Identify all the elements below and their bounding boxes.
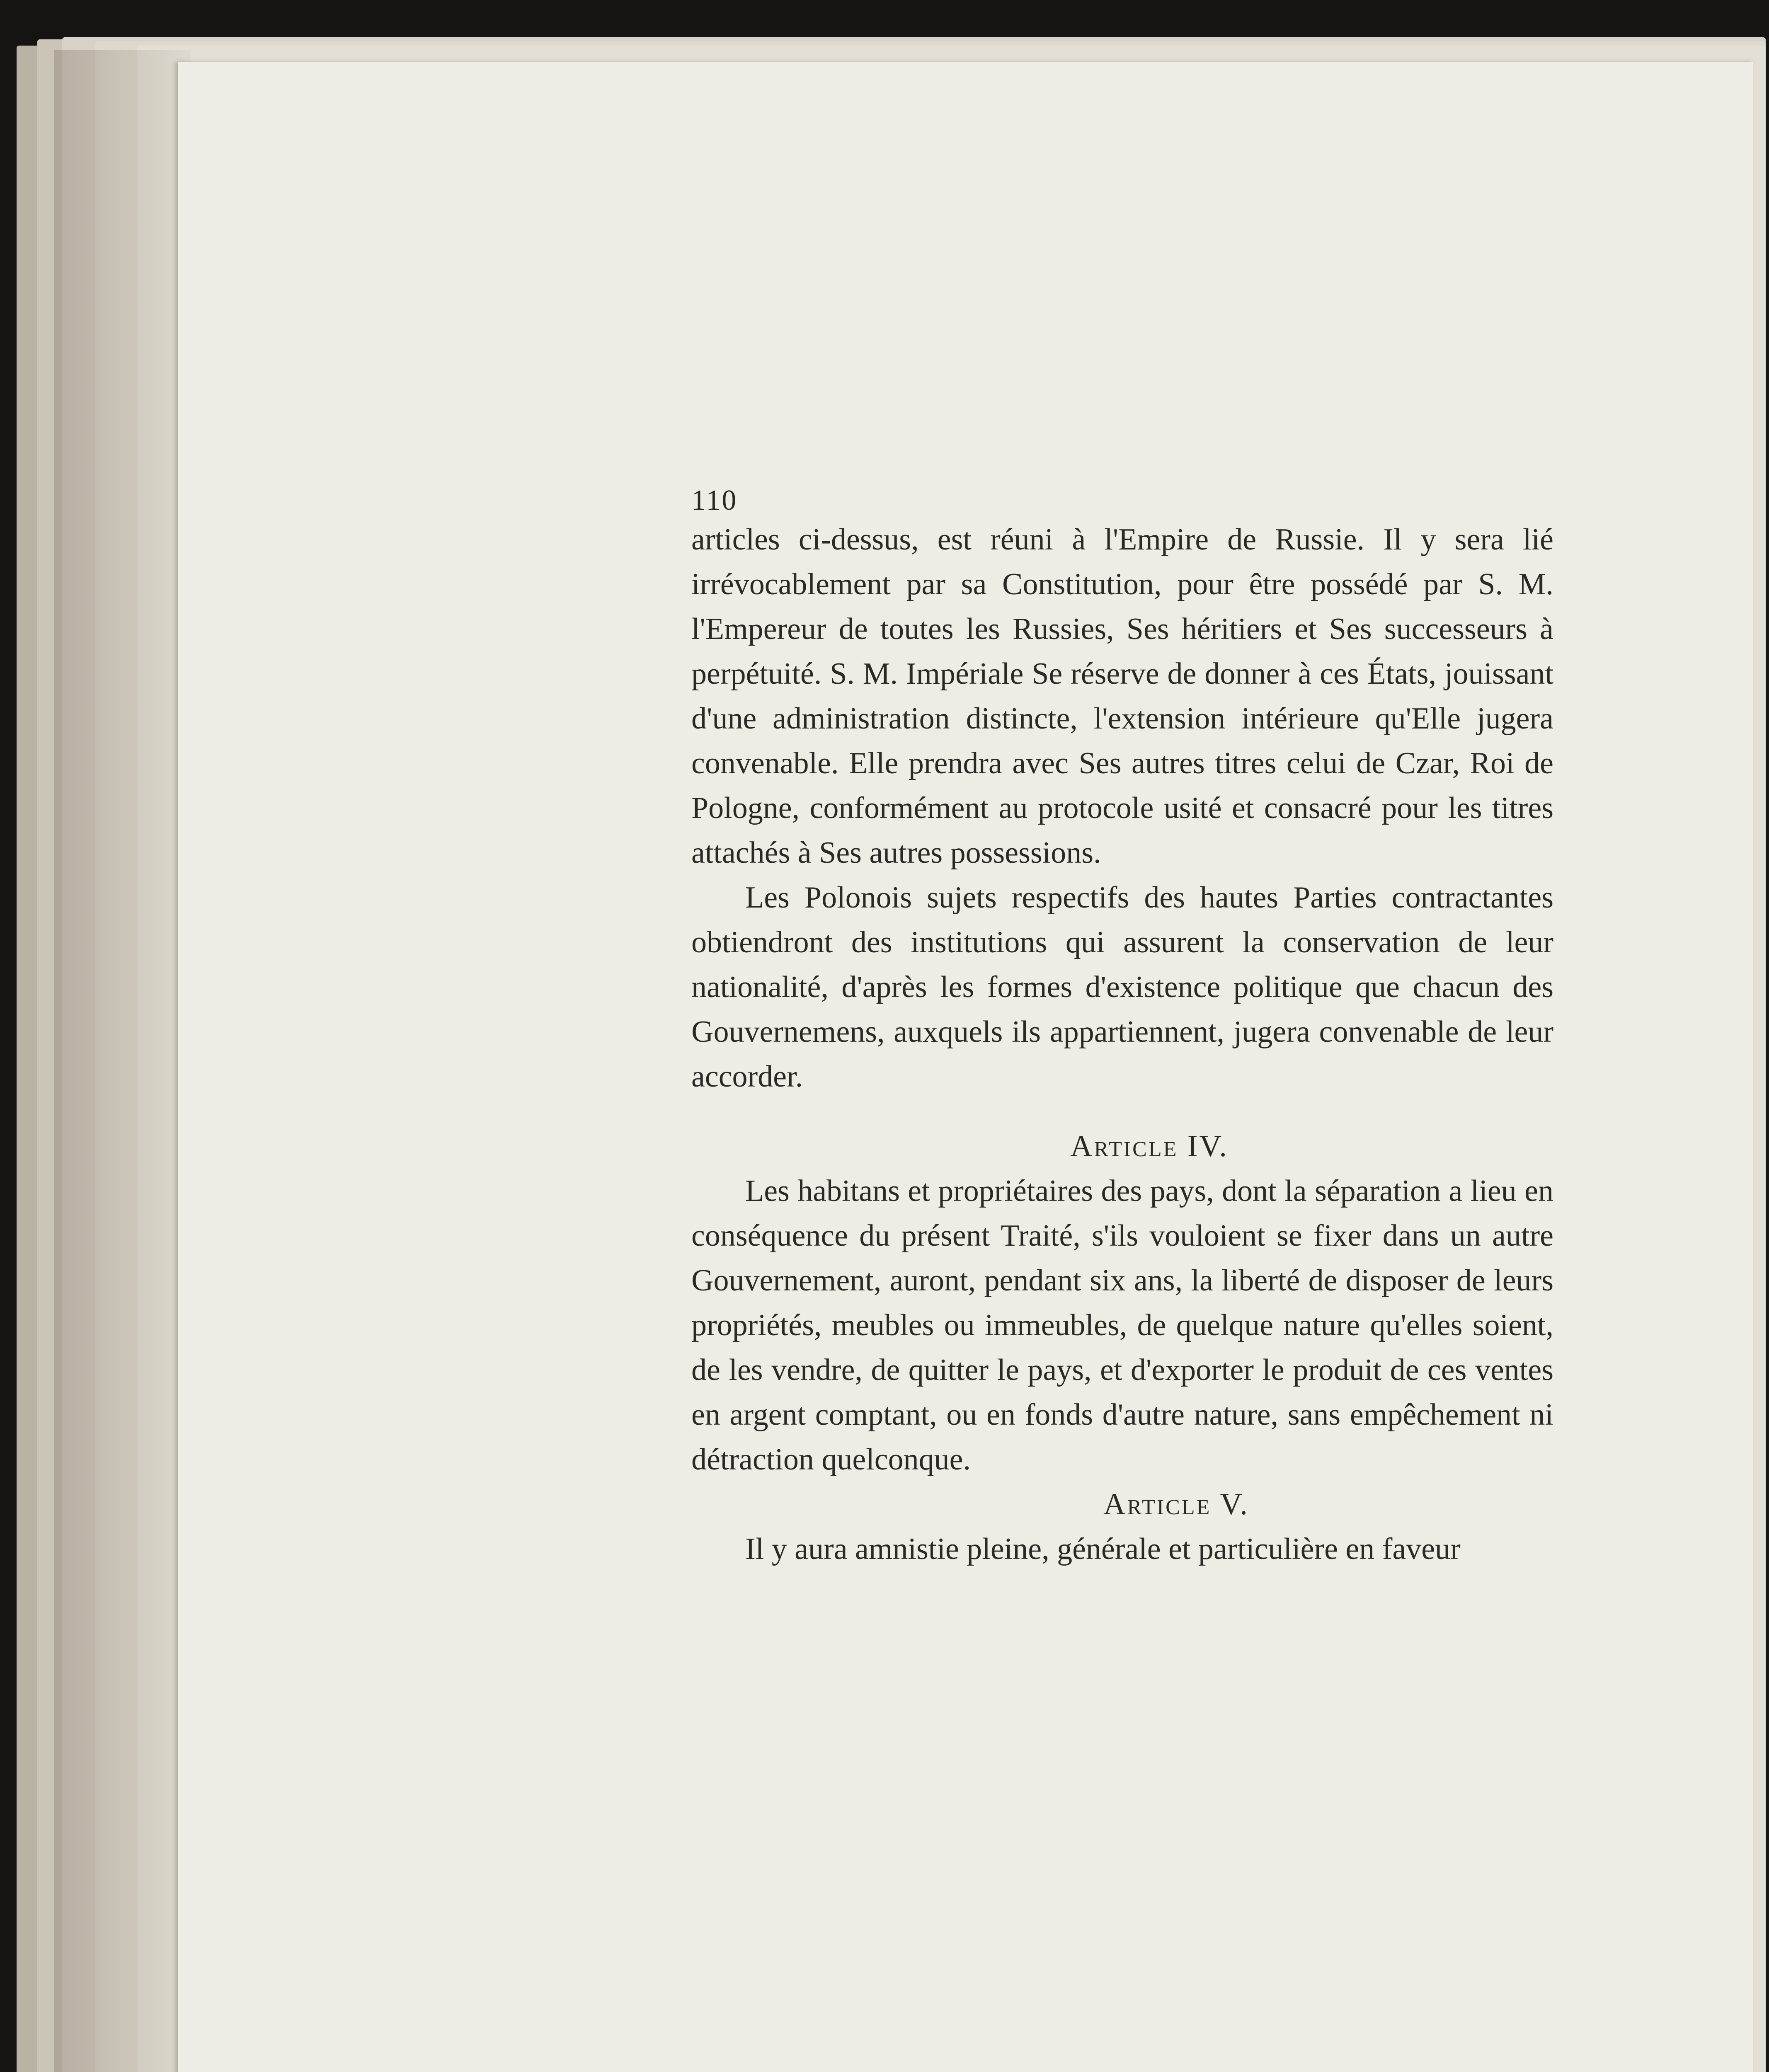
page-number: 110 [691, 484, 738, 516]
article-5-text: Il y aura amnistie pleine, générale et particulière en faveur [745, 1532, 1461, 1566]
article-5-heading: Article V. [1103, 1487, 1249, 1521]
page-text [691, 517, 1553, 1571]
article-4-text: Les habitans et propriétaires des pays, dont la séparation a lieu en conséquence du présent Traité, s'ils vouloient se fixer dans un autre Gouvernement, auront, pendant six ans, la liberté de disposer de leurs propriétés, meubles ou immeubles, de quelque nature qu'elles soient, de les vendre, de quitter le pays, et d'exporter le produit de ces ventes en argent comptant, ou en fonds d'autre nature, sans empêchement ni détraction quelconque. [691, 1174, 1553, 1477]
page-edge-shadow [54, 50, 191, 2072]
paragraph-polonois: Les Polonois sujets respectifs des hautes Parties contractantes obtiendront des institutions qui assurent la conservation de leur nationalité, d'après les formes d'existence politique que chacun des Gouvernemens, auxquels ils appartiennent, jugera convenable de leur accorder. [691, 881, 1553, 1094]
article-4-heading: Article IV. [1070, 1129, 1229, 1163]
paragraph-continued: articles ci-dessus, est réuni à l'Empire de Russie. Il y sera lié irrévocablement par sa Constitution, pour être possédé par S. M. l'Empereur de toutes les Russies, Ses héritiers et Ses successeurs à perpétuité. S. M. Impériale Se réserve de donner à ces États, jouissant d'une administration distincte, l'extension intérieure qu'Elle jugera convenable. Elle prendra avec Ses autres titres celui de Czar, Roi de Pologne, conformément au protocole usité et consacré pour les titres attachés à Ses autres possessions. [691, 523, 1553, 870]
